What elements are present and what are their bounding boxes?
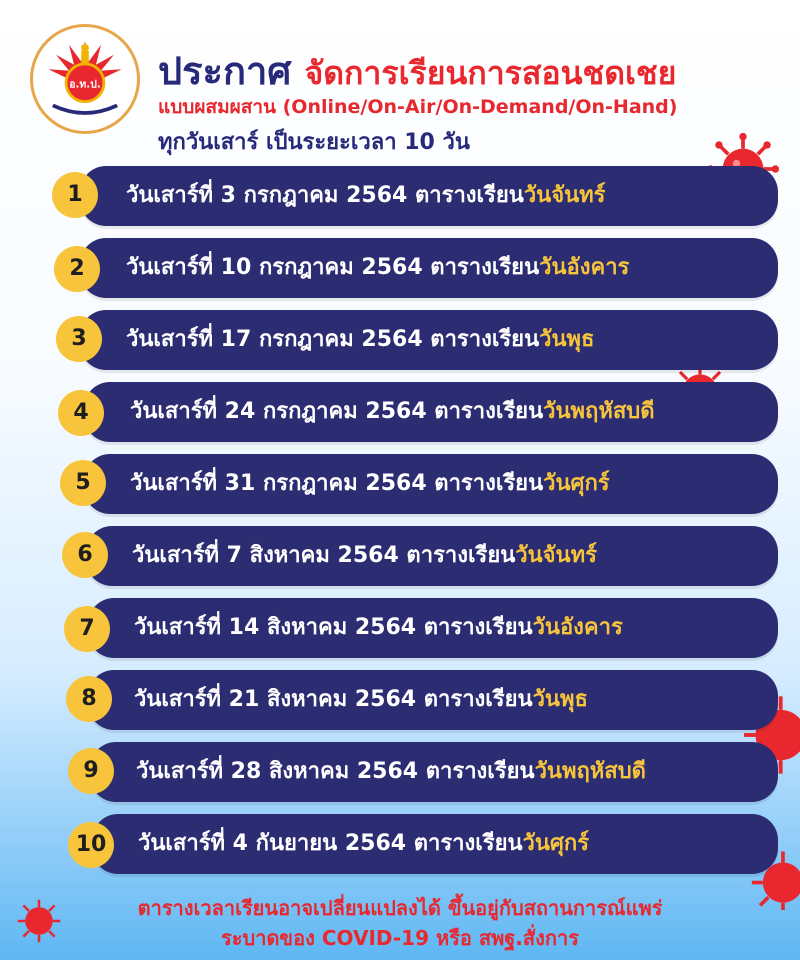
row-date: วันเสาร์ที่ 24 กรกฎาคม 2564 ตารางเรียน	[130, 399, 544, 424]
row-date: วันเสาร์ที่ 31 กรกฎาคม 2564 ตารางเรียน	[130, 471, 544, 496]
row-date: วันเสาร์ที่ 28 สิงหาคม 2564 ตารางเรียน	[136, 759, 535, 784]
list-item	[88, 670, 778, 730]
row-day: วันพุธ	[539, 327, 595, 352]
list-item	[86, 526, 778, 586]
row-text	[132, 526, 597, 586]
number-badge: 4	[58, 390, 104, 436]
footer-line-1: ตารางเวลาเรียนอาจเปลี่ยนแปลงได้ ขึ้นอยู่กับสถานการณ์แพร่	[137, 896, 663, 920]
row-text	[134, 670, 588, 730]
row-day: วันจันทร์	[523, 183, 606, 208]
row-day: วันจันทร์	[515, 543, 597, 568]
number-badge: 10	[68, 822, 114, 868]
period-text: ทุกวันเสาร์ เป็นระยะเวลา 10 วัน	[158, 130, 470, 155]
list-item	[84, 382, 778, 442]
row-day: วันศุกร์	[522, 831, 590, 856]
title-main: ประกาศ	[158, 49, 292, 93]
row-text	[126, 166, 605, 226]
row-day: วันศุกร์	[543, 471, 610, 496]
row-day: วันอังคาร	[532, 615, 623, 640]
number-badge: 9	[68, 748, 114, 794]
number-badge: 3	[56, 316, 102, 362]
list-item	[90, 742, 778, 802]
row-text	[130, 382, 655, 442]
subtitle: แบบผสมผสาน (Online/On-Air/On-Demand/On-Hand)	[158, 96, 678, 118]
row-date: วันเสาร์ที่ 14 สิงหาคม 2564 ตารางเรียน	[134, 615, 533, 640]
row-day: วันพุธ	[532, 687, 588, 712]
number-badge: 5	[60, 460, 106, 506]
row-text	[126, 238, 629, 298]
footer-line-2: ระบาดของ COVID-19 หรือ สพฐ.สั่งการ	[221, 926, 579, 950]
number-badge: 8	[66, 676, 112, 722]
list-item	[88, 598, 778, 658]
row-day: วันอังคาร	[539, 255, 630, 280]
row-text	[126, 310, 594, 370]
list-item	[80, 310, 778, 370]
row-date: วันเสาร์ที่ 21 สิงหาคม 2564 ตารางเรียน	[134, 687, 533, 712]
list-item	[80, 166, 778, 226]
number-badge: 6	[62, 532, 108, 578]
title-sub: จัดการเรียนการสอนชดเชย	[304, 54, 677, 92]
row-text	[136, 742, 646, 802]
row-day: วันพฤหัสบดี	[534, 759, 646, 784]
row-text	[130, 454, 610, 514]
number-badge: 1	[52, 172, 98, 218]
row-date: วันเสาร์ที่ 3 กรกฎาคม 2564 ตารางเรียน	[126, 183, 524, 208]
row-text	[138, 814, 589, 874]
number-badge: 7	[64, 606, 110, 652]
number-badge: 2	[54, 246, 100, 292]
row-day: วันพฤหัสบดี	[543, 399, 655, 424]
row-date: วันเสาร์ที่ 7 สิงหาคม 2564 ตารางเรียน	[132, 543, 516, 568]
row-date: วันเสาร์ที่ 17 กรกฎาคม 2564 ตารางเรียน	[126, 327, 540, 352]
list-item	[92, 814, 778, 874]
row-date: วันเสาร์ที่ 4 กันยายน 2564 ตารางเรียน	[138, 831, 523, 856]
row-date: วันเสาร์ที่ 10 กรกฎาคม 2564 ตารางเรียน	[126, 255, 540, 280]
list-item	[84, 454, 778, 514]
logo-text: อ.ท.ป.	[69, 78, 101, 91]
row-text	[134, 598, 623, 658]
list-item	[80, 238, 778, 298]
